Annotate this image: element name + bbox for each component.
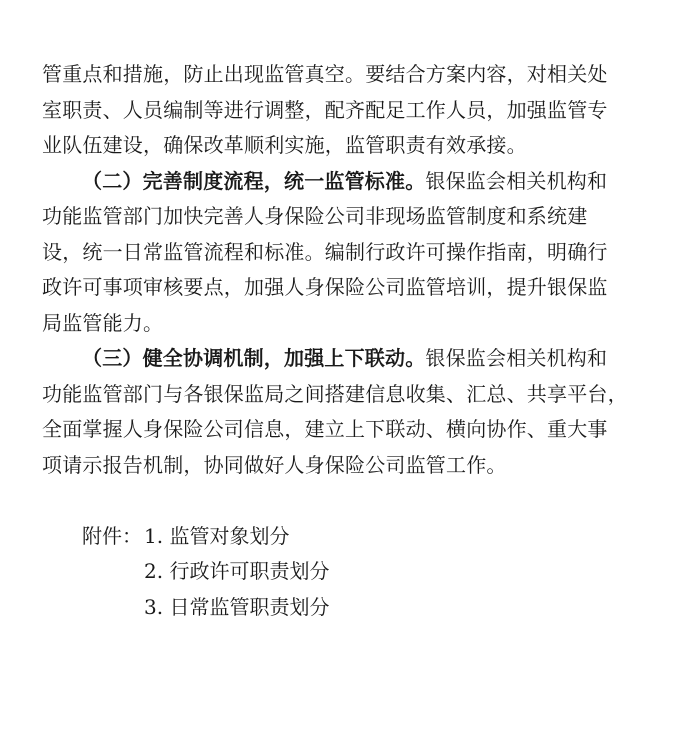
paragraph-line: 业队伍建设，确保改革顺利实施，监管职责有效承接。 bbox=[42, 133, 527, 157]
paragraph-line: 功能监管部门与各银保监局之间搭建信息收集、汇总、共享平台， bbox=[42, 381, 628, 406]
section-3-heading: （三）健全协调机制，加强上下联动。 bbox=[82, 346, 426, 370]
paragraph-line: 室职责、人员编制等进行调整，配齐配足工作人员，加强监管专 bbox=[42, 97, 608, 122]
attachment-item: 2. 行政许可职责划分 bbox=[144, 559, 330, 583]
document-body bbox=[42, 57, 642, 625]
paragraph-line: 局监管能力。 bbox=[42, 310, 164, 335]
attachment-item: 1. 监管对象划分 bbox=[144, 523, 290, 548]
attachment-item: 3. 日常监管职责划分 bbox=[144, 594, 330, 619]
paragraph-line: 管重点和措施，防止出现监管真空。要结合方案内容，对相关处 bbox=[42, 62, 608, 86]
attachment-row bbox=[42, 519, 642, 555]
section-2-text: 银保监会相关机构和 bbox=[425, 168, 608, 193]
paragraph-line: 项请示报告机制，协同做好人身保险公司监管工作。 bbox=[42, 452, 507, 477]
section-2-first-line bbox=[42, 164, 642, 200]
paragraph-line: 政许可事项审核要点，加强人身保险公司监管培训，提升银保监 bbox=[42, 275, 608, 299]
section-2-heading: （二）完善制度流程，统一监管标准。 bbox=[82, 168, 426, 193]
section-3-text: 银保监会相关机构和 bbox=[425, 346, 608, 370]
blank-line bbox=[42, 483, 642, 519]
paragraph-line: 设，统一日常监管流程和标准。编制行政许可操作指南，明确行 bbox=[42, 239, 608, 264]
section-3-first-line bbox=[42, 341, 642, 377]
paragraph-line: 全面掌握人身保险公司信息，建立上下联动、横向协作、重大事 bbox=[42, 417, 608, 441]
paragraph-line: 功能监管部门加快完善人身保险公司非现场监管制度和系统建 bbox=[42, 204, 588, 228]
attachment-label: 附件： bbox=[82, 523, 142, 548]
